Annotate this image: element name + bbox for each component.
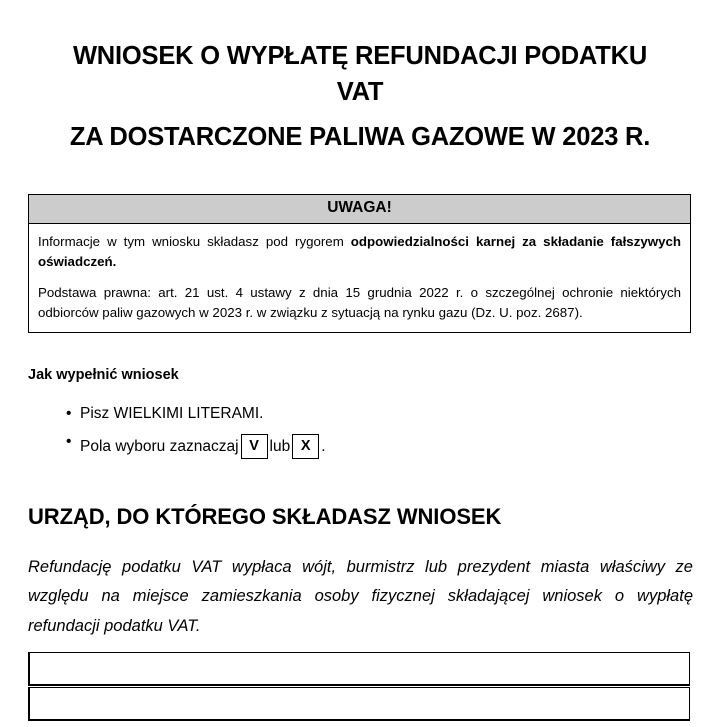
notice-paragraph-liability	[38, 232, 681, 272]
checkmark-x-icon: X	[292, 434, 319, 460]
checkmark-v-icon: V	[241, 434, 268, 460]
notice-body	[29, 224, 690, 333]
bullet-icon: •	[66, 432, 72, 450]
page-title	[0, 0, 720, 156]
notice-header: UWAGA!	[29, 195, 690, 224]
office-address-field[interactable]	[28, 687, 690, 721]
office-section-heading: URZĄD, DO KTÓREGO SKŁADASZ WNIOSEK	[28, 504, 502, 529]
howto-item-uppercase-text: Pisz WIELKIMI LITERAMI.	[80, 405, 264, 423]
page-title-line-2: VAT	[336, 78, 384, 107]
list-item	[28, 434, 326, 460]
howto-item-checkbox-conjunction: lub	[269, 437, 291, 455]
page-title-line-3: ZA DOSTARCZONE PALIWA GAZOWE W 2023 R.	[69, 123, 651, 152]
notice-paragraph-liability-prefix: Informacje w tym wniosku składasz pod rygorem	[38, 233, 351, 249]
notice-paragraph-liability-emphasis: odpowiedzialności karnej za składanie fałszywych oświadczeń.	[38, 233, 681, 269]
howto-item-checkbox-prefix: Pola wyboru zaznaczaj	[80, 437, 239, 455]
list-item	[28, 406, 326, 422]
notice-box	[28, 194, 691, 333]
howto-item-checkbox-suffix: .	[321, 437, 326, 455]
bullet-icon: •	[66, 405, 72, 422]
howto-list	[28, 406, 326, 471]
office-section-paragraph: Refundację podatku VAT wypłaca wójt, burmistrz lub prezydent miasta właściwy ze względu na miejsce zamieszkania osoby fizycznej składającej wniosek o wypłatę refundacji podatku VAT.	[28, 558, 693, 635]
notice-paragraph-legal-basis: Podstawa prawna: art. 21 ust. 4 ustawy z dnia 15 grudnia 2022 r. o szczególnej ochronie niektórych odbiorców paliw gazowych w 2023 r. w związku z sytuacją na rynku gazu (Dz. U. poz. 2687).	[38, 285, 681, 321]
page-title-line-1: WNIOSEK O WYPŁATĘ REFUNDACJI PODATKU	[72, 42, 648, 70]
howto-heading: Jak wypełnić wniosek	[28, 367, 179, 383]
office-name-field[interactable]	[28, 652, 690, 686]
